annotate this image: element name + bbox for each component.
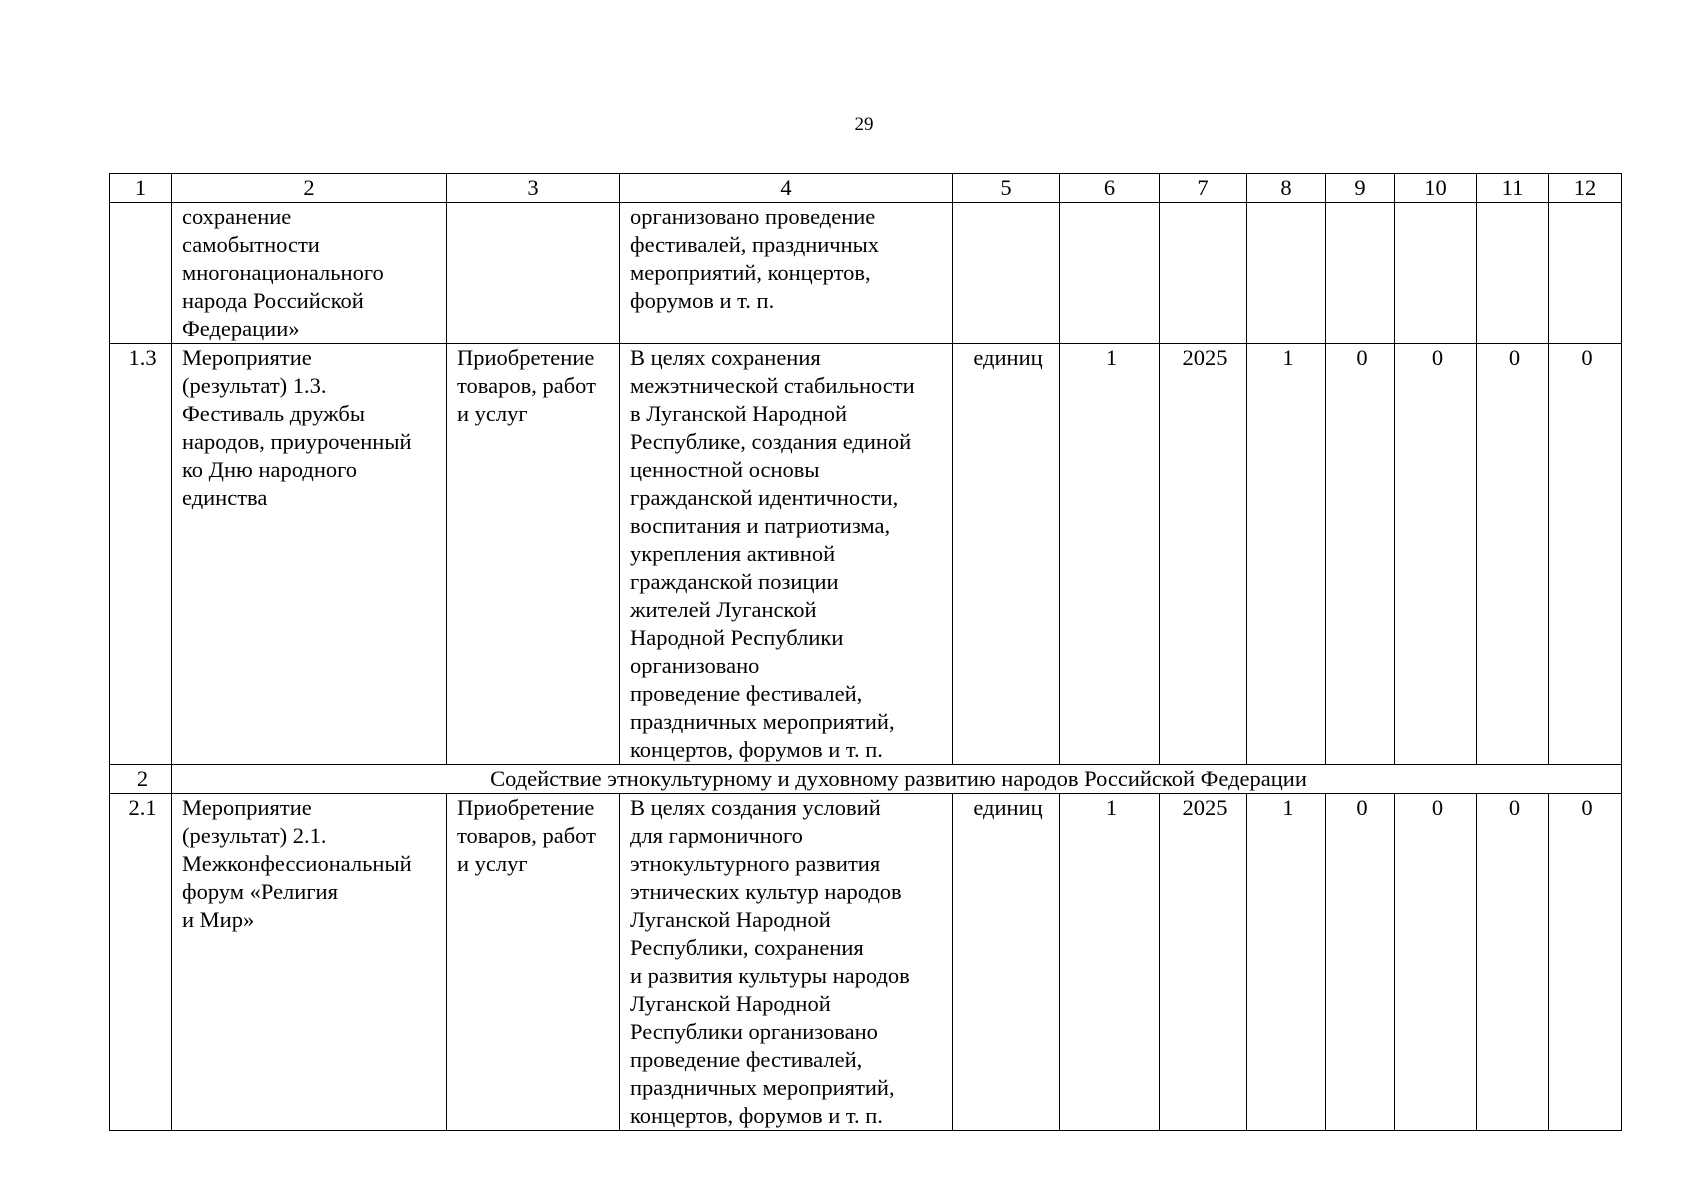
table-header-row: [110, 174, 1622, 203]
measure-type-text: Приобретение товаров, работ и услуг: [457, 795, 596, 876]
value-cell: 1: [1060, 794, 1160, 1131]
page-number: 29: [854, 114, 874, 135]
section-number: 2: [110, 765, 172, 794]
row-number: 1.3: [110, 344, 172, 765]
value-cell: 0: [1326, 794, 1395, 1131]
unit-cell: единиц: [953, 344, 1060, 765]
section-row: [110, 765, 1622, 794]
column-header: 1: [110, 174, 172, 203]
table-cell: [1395, 203, 1477, 344]
measure-name-cell: [172, 344, 447, 765]
measure-name-text: Мероприятие (результат) 1.3. Фестиваль дружбы народов, приуроченный ко Дню народного единства: [182, 345, 412, 510]
table-cell: [1160, 203, 1247, 344]
measure-name-cell: [172, 794, 447, 1131]
column-header: 8: [1247, 174, 1326, 203]
value-cell: 0: [1549, 794, 1622, 1131]
unit-cell: единиц: [953, 794, 1060, 1131]
table-cell: [110, 203, 172, 344]
value-cell: 1: [1247, 344, 1326, 765]
measure-type-cell: [447, 794, 620, 1131]
column-header: 6: [1060, 174, 1160, 203]
table-row: [110, 344, 1622, 765]
column-header: 4: [620, 174, 953, 203]
value-cell: 0: [1395, 344, 1477, 765]
table-cell: [447, 203, 620, 344]
table-cell: [1060, 203, 1160, 344]
value-cell: 0: [1477, 344, 1549, 765]
column-header: 2: [172, 174, 447, 203]
column-header: 10: [1395, 174, 1477, 203]
value-cell: 0: [1395, 794, 1477, 1131]
table-cell: [1247, 203, 1326, 344]
value-cell: 0: [1477, 794, 1549, 1131]
measure-name-text: Мероприятие (результат) 2.1. Межконфессиональный форум «Религия и Мир»: [182, 795, 412, 932]
table-cell: [953, 203, 1060, 344]
description-text: В целях сохранения межэтнической стабильности в Луганской Народной Республике, создания единой ценностной основы гражданской идентичности, воспитания и патриотизма, укрепления активной гражданской позиции жителей Луганской Народной Республики организовано проведение фестивалей, праздничных мероприятий, концертов, форумов и т. п.: [630, 345, 915, 762]
measures-table: [109, 173, 1622, 1131]
table-cell: [1477, 203, 1549, 344]
section-title: Содействие этнокультурному и духовному развитию народов Российской Федерации: [172, 765, 1622, 794]
year-cell: 2025: [1160, 344, 1247, 765]
column-header: 3: [447, 174, 620, 203]
description-text: В целях создания условий для гармоничного этнокультурного развития этнических культур народов Луганской Народной Республики, сохранения и развития культуры народов Луганской Народной Республики организовано проведение фестивалей, праздничных мероприятий, концертов, форумов и т. п.: [630, 795, 910, 1128]
measure-type-cell: [447, 344, 620, 765]
column-header: 7: [1160, 174, 1247, 203]
column-header: 9: [1326, 174, 1395, 203]
measure-name-cell: [172, 203, 447, 344]
value-cell: 0: [1326, 344, 1395, 765]
measure-type-text: Приобретение товаров, работ и услуг: [457, 345, 596, 426]
column-header: 5: [953, 174, 1060, 203]
column-header: 11: [1477, 174, 1549, 203]
value-cell: 0: [1549, 344, 1622, 765]
table-cell: [1549, 203, 1622, 344]
description-cell: [620, 203, 953, 344]
year-cell: 2025: [1160, 794, 1247, 1131]
value-cell: 1: [1060, 344, 1160, 765]
row-number: 2.1: [110, 794, 172, 1131]
table-row: [110, 794, 1622, 1131]
value-cell: 1: [1247, 794, 1326, 1131]
description-cell: [620, 344, 953, 765]
table-row: [110, 203, 1622, 344]
table-cell: [1326, 203, 1395, 344]
description-cell: [620, 794, 953, 1131]
measure-name-text: сохранение самобытности многонационального народа Российской Федерации»: [182, 204, 384, 341]
description-text: организовано проведение фестивалей, праздничных мероприятий, концертов, форумов и т. п.: [630, 204, 880, 313]
column-header: 12: [1549, 174, 1622, 203]
